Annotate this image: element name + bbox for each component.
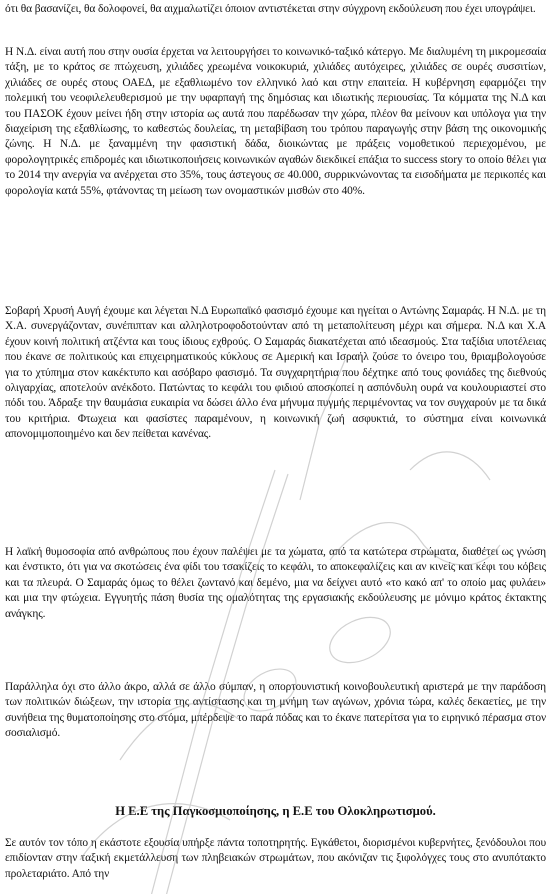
paragraph-4: Η λαϊκή θυμοσοφία από ανθρώπους που έχουν παλέψει με τα χώματα, από τα κατώτερα στρώματα, διαθέτει ως γνώση και ένστικτο, ότι για να σκοτώσεις ένα φίδι του τσακίζεις το κεφάλι, το αποκεφαλίζεις και αν κινείς και κέφι του κόβεις και τα πλευρά. Ο Σαμαράς όμως το θέλει ζωντανό και δεμένο, μια να δείχνει αυτό «το κακό απ' το οποίο μας φυλάει» και μια την φτώχεια. Εγγυητής πάση θυσία της ομαλότητας της εργασιακής εκδούλευσης με μόνιμο κράτος έκτακτης ανάγκης. <box>5 546 546 620</box>
paragraph-5: Παράλληλα όχι στο άλλο άκρο, αλλά σε άλλο σύμπαν, η οπορτουνιστική κοινοβουλευτική αριστερά με την παράδοση των πολιτικών διώξεων, την ιστορία της αντίστασης και τη μνήμη των αγώνων, χρόνια τώρα, καλές δεκαετίες, με την συνήθεια της θυματοποίησης στο στόμα, μπέρδεψε το παρά πόδας και το έκανε πατερίτσα για το ειρηνικό πέρασμα στον σοσιαλισμό. <box>5 681 546 740</box>
paragraph-6: Σε αυτόν τον τόπο η εκάστοτε εξουσία υπήρξε πάντα τοποτηρητής. Εγκάθετοι, διορισμένοι κυβερνήτες, ξενόδουλοι που επιδίονταν στην ταξική εκμετάλλευση των πληβειακών στρωμάτων, που ακόνιζαν τις ξιφολόγχες τους στο ανυπότακτο προλεταριάτο. Από την <box>5 837 546 880</box>
paragraph-2: Η Ν.Δ. είναι αυτή που στην ουσία έρχεται να λειτουργήσει το κοινωνικό-ταξικό κάτεργο. Με διαλυμένη τη μικρομεσαία τάξη, με το κράτος σε πτώχευση, χιλιάδες χρεωμένα νοικοκυριά, χιλιάδες αυτόχειρες, χιλιάδες σε ουρές συσσιτίων, χιλιάδες σε ουρές στους ΟΑΕΔ, με εξαθλιωμένο τον ελληνικό λαό και στην επαιτεία. Η κυβέρνηση εφαρμόζει την πολεμική του νεοφιλελευθερισμού με την υφαρπαγή της δημόσιας και ιδιωτικής περιουσίας. Τα κόμματα της Ν.Δ και του ΠΑΣΟΚ έχουν μείνει ήδη στην ιστορία ως αυτά που παρέδωσαν την χώρα, πλέον θα μείνουν και υπόλογα για την διαχείριση της εξαθλίωσης, το καθεστώς δουλείας, τη μεταβίβαση του τρόπου παραγωγής στην βάση της οικονομικής ζώνης. Η Ν.Δ. με ξαναμμένη την φασιστική δάδα, διοικώντας με πράξεις νομοθετικού περιεχομένου, με φορολογητρικές επιδρομές και ιδιωτικοποιήσεις κοινωνικών αγαθών διεκδικεί επάξια το success story το οποίο θέλει για το 2014 την ανεργία να ανέρχεται στο 35%, τους άστεγους σε 40.000, συρρικνώνοντας τα εισοδήματα με περικοπές και φορολογία κατά 55%, φτάνοντας τη μείωση των ονομαστικών μισθών στο 40%. <box>5 46 546 197</box>
section-heading: Η Ε.Ε της Παγκοσμιοποίησης, η Ε.Ε του Ολοκληρωτισμού. <box>115 804 436 818</box>
paragraph-1: ότι θα βασανίζει, θα δολοφονεί, θα αιχμαλωτίζει όποιον αντιστέκεται στην σύγχρονη εκδούλευση που έχει υπογράψει. <box>5 3 536 15</box>
paragraph-3: Σοβαρή Χρυσή Αυγή έχουμε και λέγεται Ν.Δ Ευρωπαϊκό φασισμό έχουμε και ηγείται ο Αντώνης Σαμαράς. Η Ν.Δ. με τη Χ.Α. συνεργάζονταν, συνέπιπταν και αλληλοτροφοδοτούνταν από τη μεταπολίτευση μέχρι και σήμερα. Ν.Δ και Χ.Α έχουν κοινή πολιτική ατζέντα και τους ίδιους εχθρούς. Ο Σαμαράς διακατέχεται από ιδεασμούς. Στα ταξίδια υποτέλειας που έκανε σε πολιτικούς και επιχειρηματικούς κύκλους σε Αμερική και Ισραήλ ζούσε το όνειρο του, θριαμβολογούσε για το χτύπημα στον κακέκτυπο και ασόβαρο φασισμό. Τα συγχαρητήρια που δέχτηκε από τους φονιάδες της διεθνούς ολιγαρχίας, αποτελούν ανέκδοτο. Πατώντας το κεφάλι του φιδιού αποσκοπεί η ασπόνδυλη ουρά να κουλουριαστεί στο πόδι του. Άδραξε την θαυμάσια ευκαιρία να δώσει άλλο ένα μήνυμα πυγμής περιμένοντας να τον συγχαρούν με τα δικά του κριτήρια. Φτωχεια και φασίστες παραμένουν, η κοινωνική ζωή ασφυκτιά, το σύστημα είναι κοινωνικά απονομιμοποιημένο και δεν πείθεται κανένας. <box>5 305 546 441</box>
document-page <box>5 0 546 894</box>
